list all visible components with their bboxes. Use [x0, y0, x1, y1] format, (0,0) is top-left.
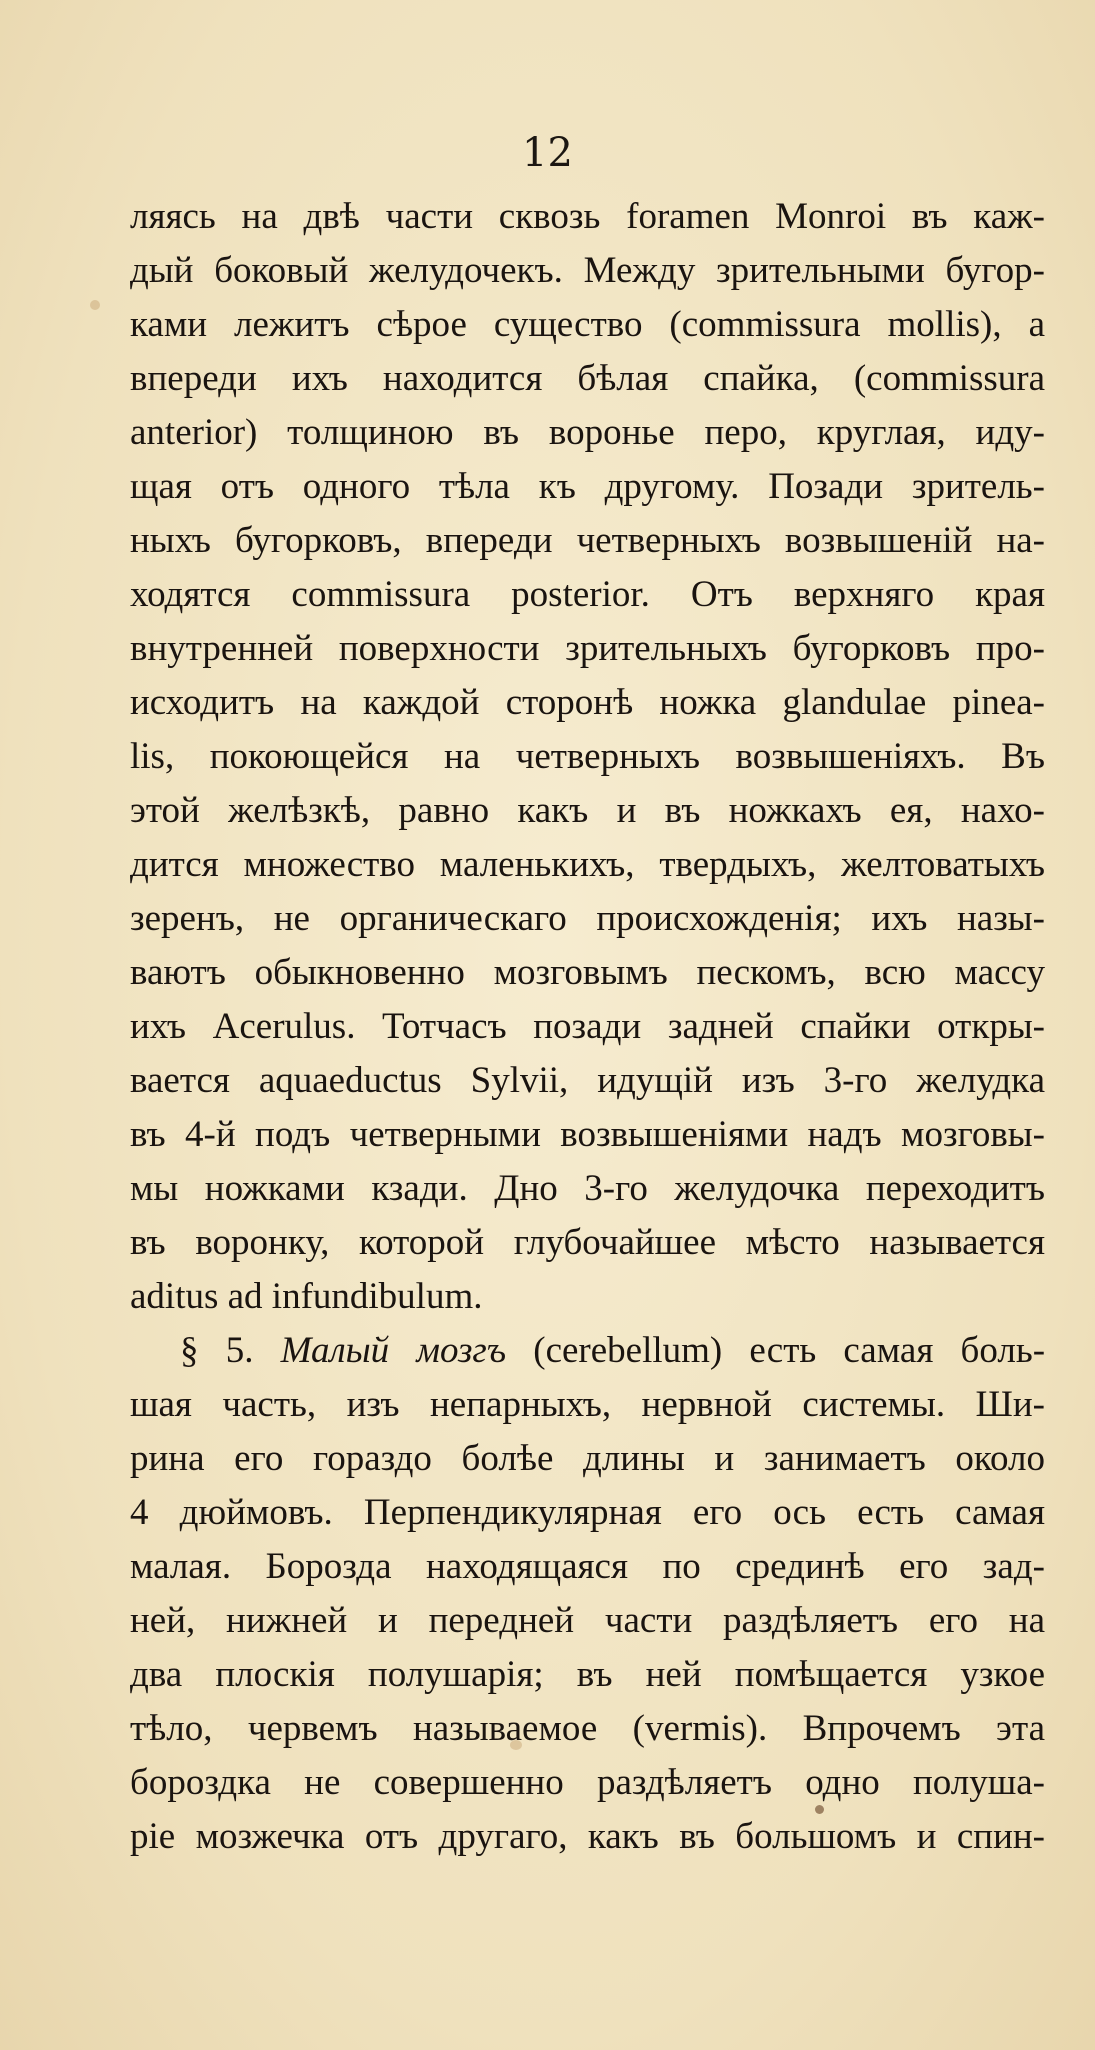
text-line: зеренъ, не органическаго происхожденія; ихъ назы-: [130, 898, 1045, 939]
text-line: anterior) толщиною въ воронье перо, круглая, иду-: [130, 412, 1045, 453]
text-line: ихъ Acerulus. Тотчасъ позади задней спайки откры-: [130, 1006, 1045, 1047]
text-line: впереди ихъ находится бѣлая спайка, (commissura: [130, 358, 1045, 399]
text-line: внутренней поверхности зрительныхъ бугорковъ про-: [130, 628, 1045, 669]
section-first-line-rest: (cerebellum) есть самая боль-: [533, 1330, 1045, 1371]
text-line: ляясь на двѣ части сквозь foramen Monroi въ каж-: [130, 196, 1045, 237]
main-text: [130, 190, 1045, 1864]
text-line: ками лежитъ сѣрое существо (commissura mollis), а: [130, 304, 1045, 345]
text-line: этой желѣзкѣ, равно какъ и въ ножкахъ ея, нахо-: [130, 790, 1045, 831]
text-line: ныхъ бугорковъ, впереди четверныхъ возвышеній на-: [130, 520, 1045, 561]
text-line: бороздка не совершенно раздѣляетъ одно полуша-: [130, 1762, 1045, 1803]
section-term: Малый мозгъ: [280, 1330, 507, 1371]
text-line: два плоскія полушарія; въ ней помѣщается узкое: [130, 1654, 1045, 1695]
text-line: щая отъ одного тѣла къ другому. Позади зритель-: [130, 466, 1045, 507]
text-line: aditus ad infundibulum.: [130, 1276, 483, 1317]
text-line: 4 дюймовъ. Перпендикулярная его ось есть самая: [130, 1492, 1045, 1533]
text-line: тѣло, червемъ называемое (vermis). Впрочемъ эта: [130, 1708, 1045, 1749]
text-line: рина его гораздо болѣе длины и занимаетъ около: [130, 1438, 1045, 1479]
text-line: мы ножками кзади. Дно 3-го желудочка переходитъ: [130, 1168, 1045, 1209]
text-line: малая. Борозда находящаяся по срединѣ его зад-: [130, 1546, 1045, 1587]
text-line: вается aquaeductus Sylvii, идущій изъ 3-го желудка: [130, 1060, 1045, 1101]
paper-stain: [90, 300, 100, 310]
text-line: шая часть, изъ непарныхъ, нервной системы. Ши-: [130, 1384, 1045, 1425]
text-line: дится множество маленькихъ, твердыхъ, желтоватыхъ: [130, 844, 1045, 885]
text-line: въ воронку, которой глубочайшее мѣсто называется: [130, 1222, 1045, 1263]
section-mark: § 5.: [180, 1330, 254, 1371]
page-number: 12: [522, 130, 573, 176]
text-line: исходитъ на каждой сторонѣ ножка glandulae pinea-: [130, 682, 1045, 723]
text-line: ваютъ обыкновенно мозговымъ пескомъ, всю массу: [130, 952, 1045, 993]
text-line: lis, покоющейся на четверныхъ возвышеніяхъ. Въ: [130, 736, 1045, 777]
text-line: ходятся commissura posterior. Отъ верхняго края: [130, 574, 1045, 615]
text-line: ней, нижней и передней части раздѣляетъ его на: [130, 1600, 1045, 1641]
section-5-heading-line: [130, 1324, 1045, 1378]
text-line: ріе мозжечка отъ другаго, какъ въ большомъ и спин-: [130, 1816, 1045, 1857]
text-line: дый боковый желудочекъ. Между зрительными бугор-: [130, 250, 1045, 291]
text-line: въ 4-й подъ четверными возвышеніями надъ мозговы-: [130, 1114, 1045, 1155]
